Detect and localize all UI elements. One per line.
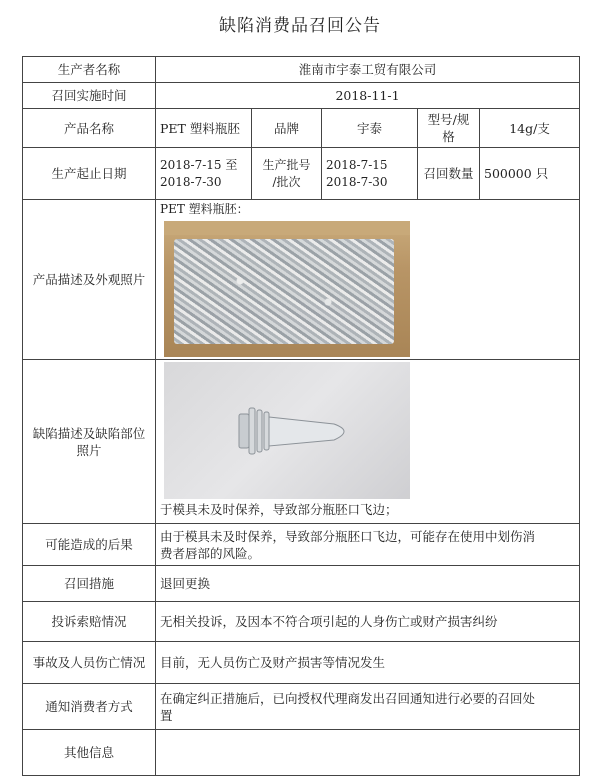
defect-label-line1: 缺陷描述及缺陷部位: [32, 425, 146, 441]
recall-qty-value: 500000 只: [480, 148, 580, 200]
complaints-row: [23, 602, 580, 642]
recall-qty-label: 召回数量: [418, 148, 480, 200]
preform-ring-1: [249, 408, 255, 454]
measures-label: 召回措施: [23, 566, 156, 602]
model-value: 14g/支: [480, 109, 580, 148]
defect-caption: 于模具未及时保养，导致部分瓶胚口飞边；: [160, 502, 398, 517]
recall-form-table: [22, 56, 580, 776]
consequence-line1: 由于模具未及时保养，导致部分瓶胚口飞边，可能存在使用中划伤消: [160, 528, 536, 544]
preforms-pile: [174, 239, 394, 344]
product-photo: [164, 221, 410, 357]
defect-label: [23, 360, 156, 524]
defect-label-line2: 照片: [76, 442, 102, 458]
producer-value: 淮南市宇泰工贸有限公司: [156, 57, 580, 83]
description-label: 产品描述及外观照片: [23, 200, 156, 360]
accidents-label: 事故及人员伤亡情况: [23, 642, 156, 684]
producer-label: 生产者名称: [23, 57, 156, 83]
batch-label-line1: 生产批号: [262, 157, 311, 172]
model-label: 型号/规格: [418, 109, 480, 148]
description-caption: PET 塑料瓶胚：: [160, 202, 249, 216]
complaints-label: 投诉索赔情况: [23, 602, 156, 642]
batch-label: [252, 148, 322, 200]
preform-body: [269, 417, 344, 446]
complaints-value: 无相关投诉，及因本不符合项引起的人身伤亡或财产损害纠纷: [156, 602, 580, 642]
product-row: [23, 109, 580, 148]
preform-neck: [239, 414, 249, 448]
other-row: [23, 730, 580, 776]
measures-value: 退回更换: [156, 566, 580, 602]
recall-time-row: [23, 83, 580, 109]
consequence-row: [23, 524, 580, 566]
consequence-line2: 费者唇部的风险。: [160, 545, 261, 561]
recall-time-label: 召回实施时间: [23, 83, 156, 109]
other-label: 其他信息: [23, 730, 156, 776]
accidents-row: [23, 642, 580, 684]
consequence-label: 可能造成的后果: [23, 524, 156, 566]
producer-row: [23, 57, 580, 83]
preform-ring-2: [257, 410, 262, 452]
notice-value: [156, 684, 580, 730]
product-name-value: PET 塑料瓶胚: [156, 109, 252, 148]
description-content: [156, 200, 580, 360]
notice-row: [23, 684, 580, 730]
brand-value: 宇泰: [322, 109, 418, 148]
batch-value-line1: 2018-7-15: [326, 157, 388, 172]
product-name-label: 产品名称: [23, 109, 156, 148]
box-flap: [164, 221, 410, 235]
measures-row: [23, 566, 580, 602]
description-row: [23, 200, 580, 360]
production-dates-value: [156, 148, 252, 200]
recall-time-value: 2018-11-1: [156, 83, 580, 109]
notice-line1: 在确定纠正措施后，已向授权代理商发出召回通知进行必要的召回处: [160, 690, 536, 706]
other-value: [156, 730, 580, 776]
defect-photo: [164, 362, 410, 499]
batch-value: [322, 148, 418, 200]
brand-label: 品牌: [252, 109, 322, 148]
preform-illustration: [164, 362, 410, 499]
defect-row: [23, 360, 580, 524]
production-end: 2018-7-30: [160, 174, 222, 189]
preform-ring-3: [264, 412, 269, 450]
production-dates-label: 生产起止日期: [23, 148, 156, 200]
accidents-value: 目前，无人员伤亡及财产损害等情况发生: [156, 642, 580, 684]
production-dates-row: [23, 148, 580, 200]
production-start: 2018-7-15 至: [160, 157, 238, 172]
notice-line2: 置: [160, 707, 173, 723]
consequence-value: [156, 524, 580, 566]
batch-label-line2: /批次: [272, 174, 301, 189]
notice-label: 通知消费者方式: [23, 684, 156, 730]
defect-content: [156, 360, 580, 524]
page-title: 缺陷消费品召回公告: [219, 16, 381, 36]
batch-value-line2: 2018-7-30: [326, 174, 388, 189]
